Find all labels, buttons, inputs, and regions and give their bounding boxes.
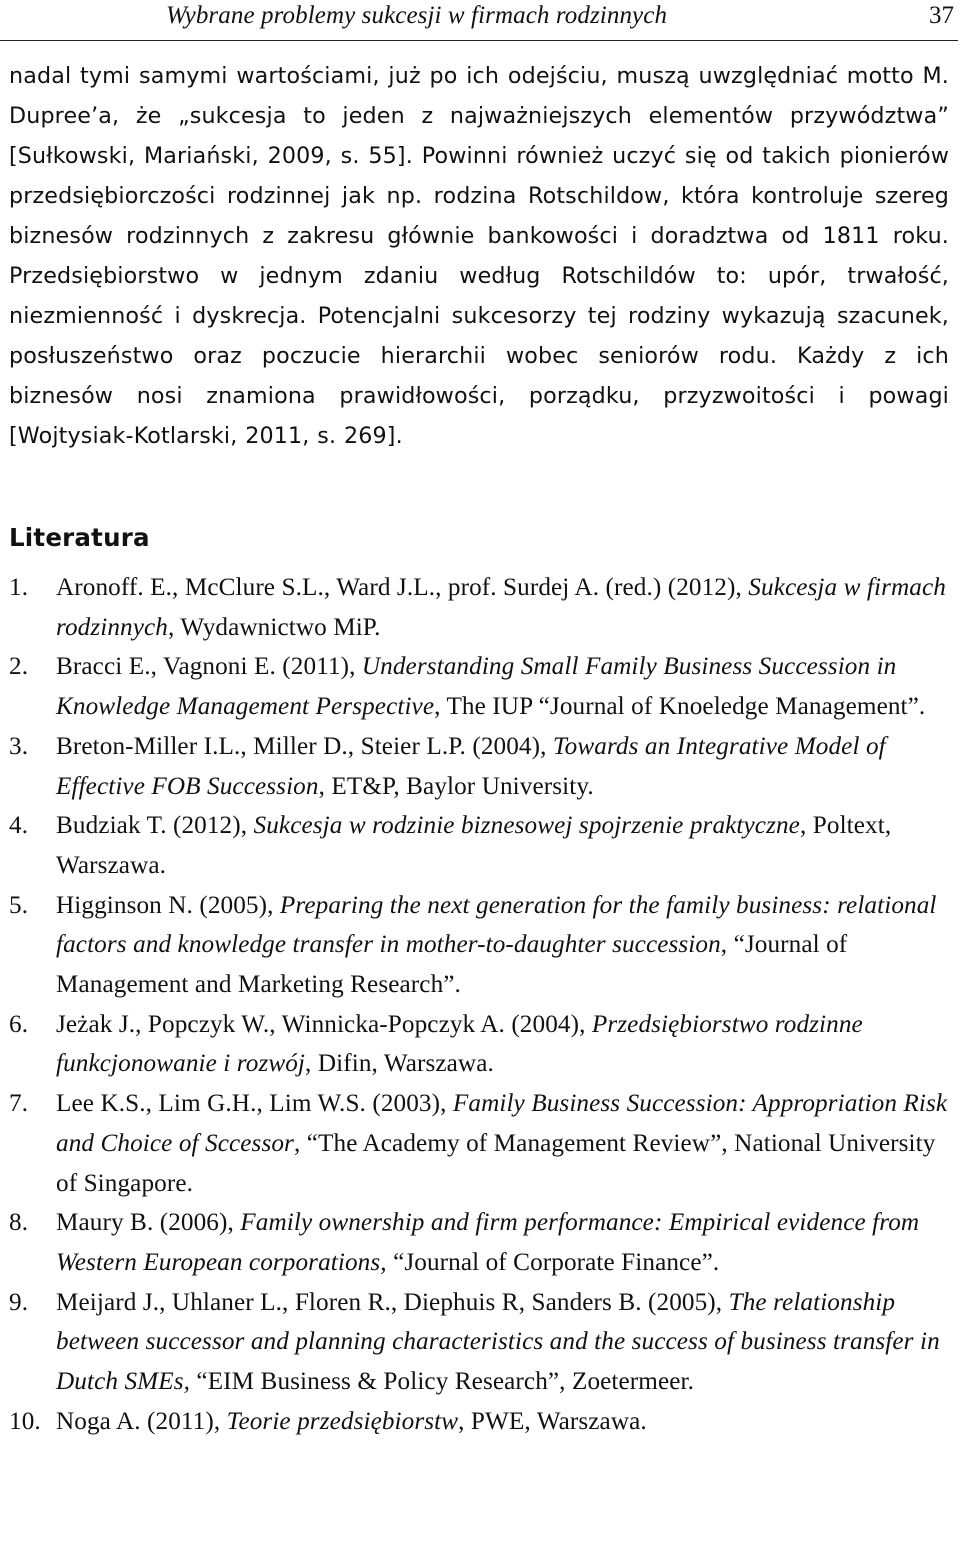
- reference-body: [56, 1283, 949, 1402]
- reference-publisher: , Poltext, Warszawa.: [56, 812, 892, 879]
- reference-publisher: , Difin, Warszawa.: [305, 1050, 494, 1078]
- reference-body: [56, 886, 949, 1005]
- reference-work-title: Preparing the next generation for the family business: relational factors and knowledge transfer in mother-to-daughter succession: [56, 891, 937, 959]
- reference-authors: Lee K.S., Lim G.H., Lim W.S. (2003),: [56, 1090, 453, 1118]
- reference-item: [9, 1203, 949, 1282]
- reference-work-title: Family ownership and firm performance: Empirical evidence from Western European corporations,: [56, 1209, 920, 1276]
- reference-body: [56, 1203, 949, 1282]
- reference-body: [56, 806, 949, 885]
- reference-item: [9, 1283, 949, 1402]
- reference-authors: Higginson N. (2005),: [56, 891, 280, 919]
- reference-item: [9, 568, 949, 647]
- header-title: Wybrane problemy sukcesji w firmach rodzinnych: [166, 2, 668, 29]
- reference-number: 10.: [9, 1407, 41, 1435]
- reference-number: 8.: [9, 1209, 29, 1237]
- reference-item: [9, 647, 949, 726]
- reference-body: [56, 727, 949, 806]
- reference-number: 5.: [9, 891, 29, 919]
- reference-authors: Bracci E., Vagnoni E. (2011),: [56, 653, 362, 681]
- reference-authors: Meijard J., Uhlaner L., Floren R., Diephuis R, Sanders B. (2005),: [56, 1288, 729, 1316]
- reference-number: 9.: [9, 1288, 29, 1316]
- running-header: [0, 0, 958, 41]
- literature-heading: Literatura: [9, 523, 150, 552]
- reference-list: [9, 568, 949, 1441]
- reference-publisher: , ET&P, Baylor University.: [318, 772, 594, 800]
- reference-work-title: Sukcesja w firmach rodzinnych: [56, 574, 946, 641]
- reference-publisher: , PWE, Warszawa.: [458, 1407, 647, 1435]
- reference-authors: Noga A. (2011),: [56, 1407, 227, 1435]
- reference-publisher: , “The Academy of Management Review”, National University of Singapore.: [56, 1129, 936, 1197]
- page-number: 37: [929, 2, 954, 29]
- reference-item: [9, 1402, 949, 1442]
- reference-work-title: The relationship between successor and planning characteristics and the success of business transfer in Dutch SMEs,: [56, 1288, 940, 1396]
- reference-work-title: Towards an Integrative Model of Effective FOB Succession: [56, 732, 886, 800]
- reference-item: [9, 1005, 949, 1084]
- reference-item: [9, 806, 949, 885]
- reference-body: [56, 1005, 949, 1084]
- reference-work-title: Przedsiębiorstwo rodzinne funkcjonowanie i rozwój: [56, 1010, 863, 1078]
- reference-number: 2.: [9, 653, 29, 681]
- reference-authors: Maury B. (2006),: [56, 1209, 241, 1237]
- reference-body: [56, 568, 949, 647]
- reference-publisher: , Wydawnictwo MiP.: [168, 613, 381, 641]
- reference-item: [9, 886, 949, 1005]
- reference-authors: Budziak T. (2012),: [56, 812, 254, 840]
- reference-number: 4.: [9, 812, 29, 840]
- reference-authors: Aronoff. E., McClure S.L., Ward J.L., prof. Surdej A. (red.) (2012),: [56, 574, 749, 601]
- reference-work-title: Sukcesja w rodzinie biznesowej spojrzenie praktyczne: [253, 812, 800, 840]
- reference-number: 3.: [9, 732, 29, 760]
- reference-item: [9, 1084, 949, 1203]
- reference-publisher: , The IUP “Journal of Knoeledge Management”.: [434, 693, 926, 721]
- reference-body: [56, 647, 949, 726]
- reference-body: [56, 1084, 949, 1203]
- reference-number: 6.: [9, 1010, 29, 1038]
- reference-publisher: , “Journal of Management and Marketing Research”.: [56, 931, 848, 999]
- reference-publisher: “EIM Business & Policy Research”, Zoetermeer.: [190, 1368, 695, 1396]
- reference-work-title: Understanding Small Family Business Succession in Knowledge Management Perspective: [56, 653, 897, 721]
- reference-work-title: Teorie przedsiębiorstw: [226, 1407, 459, 1435]
- reference-item: [9, 727, 949, 806]
- reference-number: 7.: [9, 1090, 29, 1118]
- reference-work-title: Family Business Succession: Appropriation Risk and Choice of Sccessor: [56, 1090, 948, 1157]
- reference-body: [56, 1402, 949, 1442]
- body-paragraph: nadal tymi samymi wartościami, już po ich odejściu, muszą uwzględniać motto M. Dupree’a, że „sukcesja to jeden z najważniejszych elementów przywództwa” [Sułkowski, Mariański, 2009, s. 55]. Powinni również uczyć się od takich pionierów przedsiębiorczości rodzinnej jak np. rodzina Rotschildow, która kontroluje szereg biznesów rodzinnych z zakresu głównie bankowości i doradztwa od 1811 roku. Przedsiębiorstwo w jednym zdaniu według Rotschildów to: upór, trwałość, niezmienność i dyskrecja. Potencjalni sukcesorzy tej rodziny wykazują szacunek, posłuszeństwo oraz poczucie hierarchii wobec seniorów rodu. Każdy z ich biznesów nosi znamiona prawidłowości, porządku, przyzwoitości i powagi [Wojtysiak-Kotlarski, 2011, s. 269].: [9, 63, 949, 449]
- reference-authors: Jeżak J., Popczyk W., Winnicka-Popczyk A. (2004),: [56, 1010, 592, 1038]
- reference-publisher: “Journal of Corporate Finance”.: [386, 1248, 720, 1276]
- reference-authors: Breton-Miller I.L., Miller D., Steier L.P. (2004),: [56, 732, 553, 760]
- reference-number: 1.: [9, 574, 29, 601]
